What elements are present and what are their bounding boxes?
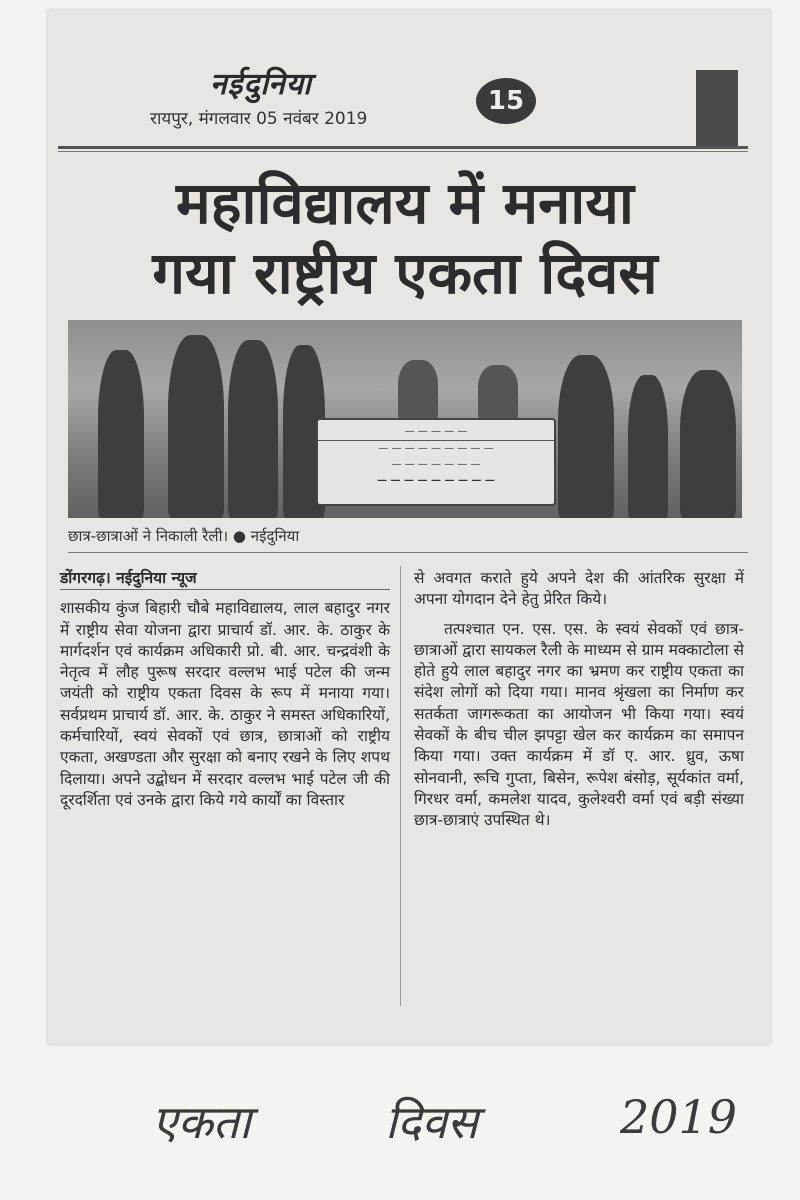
paper-name: नईदुनिया (210, 67, 312, 102)
article-text-right-p2: तत्पश्चात एन. एस. एस. के स्वयं सेवकों एवं छात्र-छात्राओं द्वारा सायकल रैली के माध्यम से ग्राम मक्काटोला से होते हुये लाल बहादुर नगर का भ्रमण कर राष्ट्रीय एकता का संदेश लोगों को दिया गया। मानव श्रृंखला का निर्माण कर सतर्कता जागरूकता का आयोजन भी किया गया। स्वयं सेवकों के बीच चील झपट्टा खेल कर कार्यक्रम का समापन किया गया। उक्त कार्यक्रम में डॉ ए. आर. ध्रुव, ऊषा सोनवानी, रूचि गुप्ता, बिसेन, रूपेश बंसोड़, सूर्यकांत वर्मा, गिरधर वर्मा, कमलेश यादव, कुलेश्वरी वर्मा एवं बड़ी संख्या छात्र-छात्राएं उपस्थित थे। (414, 619, 744, 830)
masthead (150, 62, 480, 132)
headline-line-2: गया राष्ट्रीय एकता दिवस (152, 239, 658, 307)
headline (70, 168, 740, 308)
top-rule-thin (58, 151, 748, 152)
news-photo (68, 320, 742, 518)
top-rule (58, 146, 748, 149)
caption-divider (68, 552, 748, 553)
byline: डोंगरगढ़। नईदुनिया न्यूज (60, 568, 390, 590)
photo-caption: छात्र-छात्राओं ने निकाली रैली। ● नईदुनिया (68, 527, 300, 545)
corner-bar (696, 70, 738, 148)
article-column-right (414, 568, 744, 832)
article-text-right-p1: से अवगत कराते हुये अपने देश की आंतरिक सुरक्षा में अपना योगदान देने हेतु प्रेरित किये। (414, 569, 744, 609)
handwritten-word-1: एकता (152, 1095, 251, 1149)
page-number-badge: 15 (476, 78, 536, 124)
article-text-left: शासकीय कुंज बिहारी चौबे महाविद्यालय, लाल बहादुर नगर में राष्ट्रीय सेवा योजना द्वारा प्राचार्य डॉ. आर. के. ठाकुर के मार्गदर्शन एवं कार्यक्रम अधिकारी प्रो. बी. आर. चन्द्रवंशी के नेतृत्व में लौह पुरूष सरदार वल्लभ भाई पटेल की जन्म जयंती को राष्ट्रीय एकता दिवस के रूप में मनाया गया। सर्वप्रथम प्राचार्य डॉ. आर. के. ठाकुर ने समस्त अधिकारियों, कर्मचारियों, स्वयं सेवकों एवं छात्र, छात्राओं को राष्ट्रीय एकता, अखण्डता और सुरक्षा को बनाए रखने के लिए शपथ दिलाया। अपने उद्बोधन में सरदार वल्लभ भाई पटेल जी की दूरदर्शिता एवं उनके द्वारा किये गये कार्यों का विस्तार (60, 599, 390, 809)
handwritten-year: 2019 (620, 1090, 738, 1144)
handwritten-word-2: दिवस (385, 1095, 479, 1149)
photo-banner: — — — — — — — — — — — — — — — — — — — — — — — — — — — — — — (316, 418, 556, 506)
dateline: रायपुर, मंगलवार 05 नवंबर 2019 (150, 109, 368, 129)
headline-line-1: महाविद्यालय में मनाया (176, 169, 634, 237)
column-divider (400, 566, 401, 1006)
article-column-left (60, 568, 390, 811)
